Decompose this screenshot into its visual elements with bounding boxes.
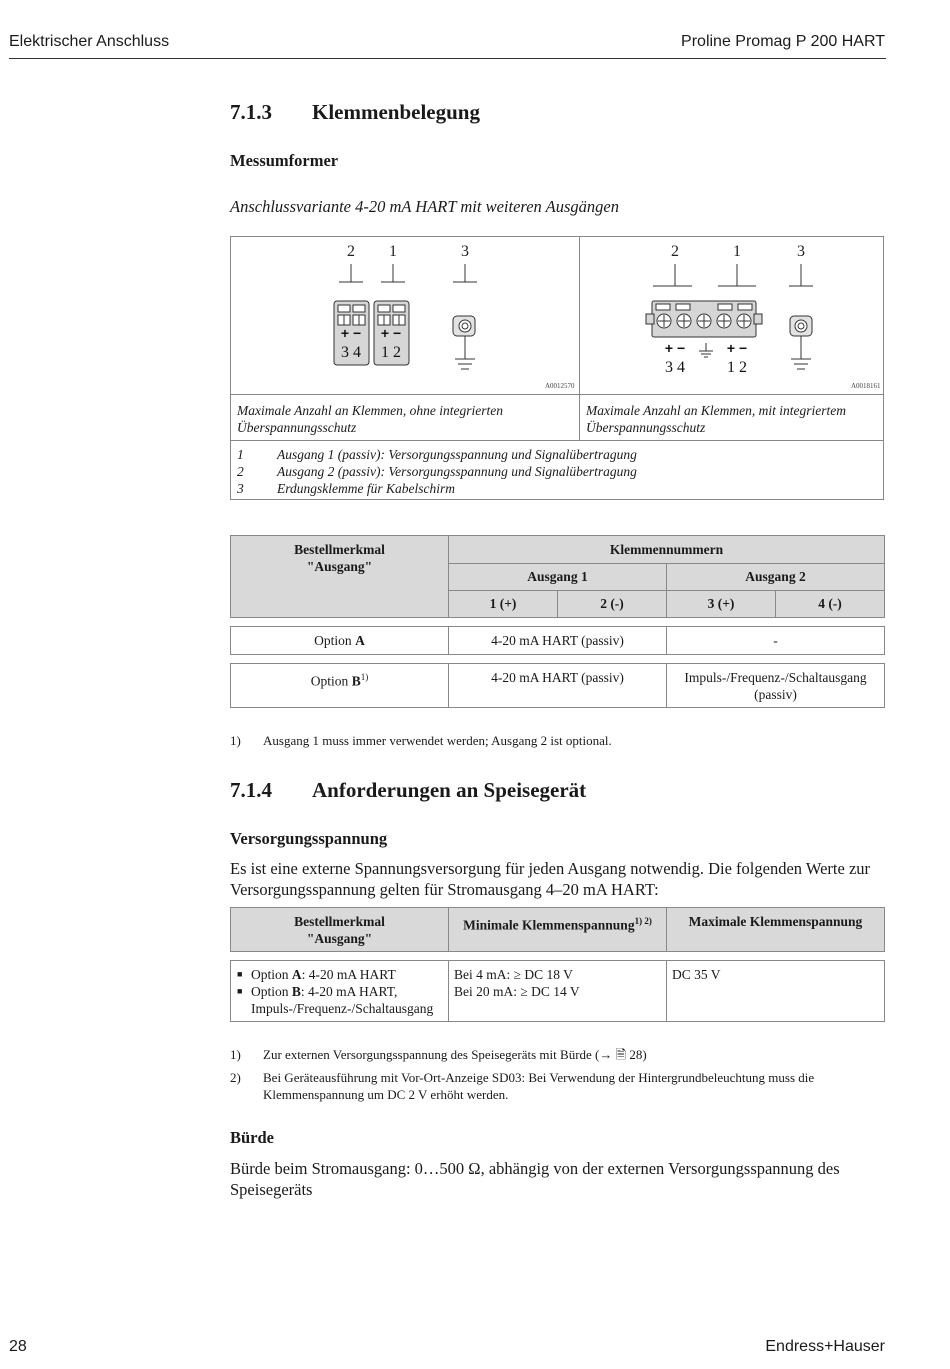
callout-2: 2 <box>671 243 679 260</box>
table-header-terminal-4: 4 (-) <box>775 590 885 618</box>
variant-caption: Anschlussvariante 4-20 mA HART mit weiteren Ausgängen <box>230 197 619 216</box>
terminal-numbers-1-2: 1 2 <box>381 344 401 361</box>
table-cell: 4-20 mA HART (passiv) <box>448 626 667 655</box>
subheading-supply-voltage: Versorgungsspannung <box>230 829 388 848</box>
page-number: 28 <box>9 1338 27 1355</box>
section-title: Anforderungen an Speisegerät <box>312 778 587 802</box>
legend-item: 2 Ausgang 2 (passiv): Versorgungsspannung und Signalübertragung <box>237 464 637 479</box>
table-header-terminal-2: 2 (-) <box>557 590 667 618</box>
table-footnote: 2) Bei Geräteausführung mit Vor-Ort-Anzeige SD03: Bei Verwendung der Hintergrundbeleuchtung muss die Klemmenspannung um DC 2 V erhöht werden. <box>230 1070 815 1102</box>
terminal-numbers-3-4: 3 4 <box>665 359 685 376</box>
figure-caption-left: Maximale Anzahl an Klemmen, ohne integrierten Überspannungsschutz <box>237 403 503 435</box>
ground-symbol-icon <box>699 343 713 357</box>
terminal-numbers-3-4: 3 4 <box>341 344 361 361</box>
section-heading-7-1-3 <box>230 100 480 125</box>
terminal-diagram-with-surge-protection <box>580 237 885 394</box>
table-header-min-voltage: Minimale Klemmenspannung$^{1) 2)}$ <box>448 907 667 952</box>
table-row-option-a-label: Option A <box>230 626 449 655</box>
table-header-output-2: Ausgang 2 <box>666 563 885 591</box>
header-divider <box>9 58 886 59</box>
supply-voltage-paragraph: Es ist eine externe Spannungsversorgung für jeden Ausgang notwendig. Die folgenden Werte zur Versorgungsspannung gelten für Stromausgang 4–20 mA HART: <box>230 859 871 899</box>
callout-3: 3 <box>797 243 805 260</box>
terminal-numbers-1-2: 1 2 <box>727 359 747 376</box>
surge-protection-terminal-block <box>646 301 762 337</box>
table-cell-min-values: Bei 4 mA: ≥ DC 18 V Bei 20 mA: ≥ DC 14 V <box>448 960 667 1022</box>
terminal-figure <box>230 236 884 500</box>
section-number: 7.1.3 <box>230 100 272 124</box>
table-header-order-feature: Bestellmerkmal "Ausgang" <box>230 907 449 952</box>
legend-item: 3 Erdungsklemme für Kabelschirm <box>237 481 455 496</box>
table-row-option-b-label: Option $B^{1)}$ <box>230 663 449 708</box>
table-footnote: 1) Zur externen Versorgungsspannung des Speisegeräts mit Bürde (→ 🗎 28) <box>230 1047 647 1062</box>
table-header-max-voltage: Maximale Klemmenspannung <box>666 907 885 952</box>
callout-2: 2 <box>347 243 355 260</box>
table-footnote: 1) Ausgang 1 muss immer verwendet werden; Ausgang 2 ist optional. <box>230 733 612 748</box>
table-header-terminal-3: 3 (+) <box>666 590 776 618</box>
legend-item: 1 Ausgang 1 (passiv): Versorgungsspannung und Signalübertragung <box>237 447 637 462</box>
subheading-messumformer: Messumformer <box>230 151 339 170</box>
figure-caption-right: Maximale Anzahl an Klemmen, mit integriertem Überspannungsschutz <box>586 403 846 435</box>
polarity-label: + − <box>726 340 748 356</box>
section-title: Klemmenbelegung <box>312 100 480 124</box>
load-paragraph: Bürde beim Stromausgang: 0…500 Ω, abhängig von der externen Versorgungsspannung des Speisegeräts <box>230 1159 840 1199</box>
ground-clamp-icon <box>453 316 475 369</box>
section-heading-7-1-4 <box>230 778 586 803</box>
callout-1: 1 <box>389 243 397 260</box>
polarity-label: + − <box>380 325 402 341</box>
table-header-terminal-1: 1 (+) <box>448 590 558 618</box>
table-cell-max-value: DC 35 V <box>666 960 885 1022</box>
ground-clamp-icon <box>790 316 812 369</box>
figure-id: A0018161 <box>851 382 881 390</box>
table-cell-options <box>230 960 449 1022</box>
table-cell: 4-20 mA HART (passiv) <box>448 663 667 708</box>
section-number: 7.1.4 <box>230 778 272 802</box>
figure-row-divider <box>231 440 883 441</box>
figure-row-divider <box>231 394 883 395</box>
polarity-label: + − <box>664 340 686 356</box>
polarity-label: + − <box>340 325 362 341</box>
list-item: ■ Option A: 4-20 mA HART <box>237 966 442 983</box>
list-item: ■ Option B: 4-20 mA HART, Impuls-/Frequenz-/Schaltausgang <box>237 983 442 1017</box>
figure-id: A0012570 <box>545 382 575 390</box>
callout-1: 1 <box>733 243 741 260</box>
table-header-order-feature: Bestellmerkmal "Ausgang" <box>230 535 449 618</box>
table-cell: - <box>666 626 885 655</box>
callout-3: 3 <box>461 243 469 260</box>
terminal-diagram-without-surge-protection <box>231 237 579 394</box>
table-header-output-1: Ausgang 1 <box>448 563 667 591</box>
table-cell: Impuls-/Frequenz-/Schaltausgang (passiv) <box>666 663 885 708</box>
header-section-title: Elektrischer Anschluss <box>9 33 170 50</box>
footer-brand: Endress+Hauser <box>765 1338 885 1355</box>
table-header-terminal-numbers: Klemmennummern <box>448 535 885 564</box>
subheading-load: Bürde <box>230 1128 275 1147</box>
header-product-name: Proline Promag P 200 HART <box>681 33 885 50</box>
